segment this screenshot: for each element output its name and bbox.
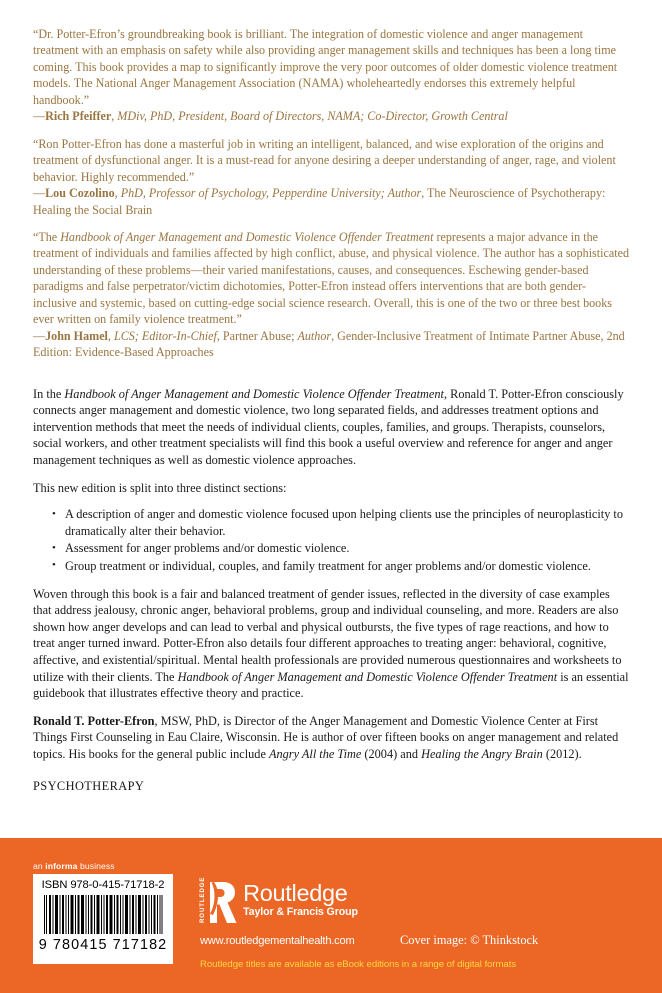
author-bio-text-b: (2004) and (361, 746, 422, 761)
blurb-description-divider (33, 372, 629, 386)
blurb-1-credentials: , MDiv, PhD, President, Board of Directors, NAMA; Co-Director, Growth Central (111, 109, 508, 124)
blurb-3-quote-post: represents a major advance in the treatment of individuals and families affected by high conflict, abuse, and physical violence. The author has a sophisticated understanding of these problems—their varied manifestations, causes, and consequences. Eschewing gender-based paradigms and false perpetrator/victim dichotomies, Potter-Efron instead offers interventions that are both gender-inclusive and systemic, based on cutting-edge social science research. Overall, this is one of the two or three best books ever written on family violence treatment.” (33, 229, 629, 327)
isbn-number-label: ISBN 978-0-415-71718-2 (41, 879, 165, 891)
informa-pre: an (33, 861, 46, 871)
informa-brand: informa (45, 861, 78, 871)
author-name: Ronald T. Potter-Efron (33, 713, 155, 728)
endorsement-blurb-2 (33, 136, 629, 218)
publisher-website-url[interactable]: www.routledgementalhealth.com (200, 935, 355, 947)
blurb-3-cred-a-italic: LCS; Editor-In-Chief (113, 328, 217, 343)
routledge-wordmark (243, 881, 358, 918)
blurb-2-dash: — (33, 186, 46, 201)
desc-p1-pre: In the (33, 386, 65, 401)
author-biography (33, 713, 629, 763)
sections-intro: This new edition is split into three distinct sections: (33, 480, 287, 495)
blurb-3-cred-a-plain: , (107, 328, 114, 343)
routledge-logo-row (199, 876, 358, 924)
blurb-2-quote: “Ron Potter-Efron has done a masterful job in writing an intelligent, balanced, and wise exploration of the origins and treatment of dysfunctional anger. It is a must-read for anyone desiring a deeper understanding of anger, rage, and violent behavior. Highly recommended.” (33, 136, 616, 184)
blurb-3-cred-b-plain: , Partner Abuse; (216, 328, 298, 343)
description-paragraph-1 (33, 386, 629, 469)
blurb-2-author-name: Lou Cozolino (45, 186, 115, 201)
description-paragraph-2 (33, 586, 629, 702)
desc-p2-book-title: Handbook of Anger Management and Domestic Violence Offender Treatment (177, 669, 558, 684)
desc-p1-book-title: Handbook of Anger Management and Domestic Violence Offender Treatment (64, 386, 444, 401)
routledge-vertical-wordmark: ROUTLEDGE (199, 876, 206, 923)
blurb-1-attribution (33, 108, 629, 124)
desc-p2-post: is an essential guidebook that illustrates effective theory and practice. (33, 669, 629, 701)
barcode-bars-icon (43, 895, 163, 934)
bullet-item-1: • A description of anger and domestic violence focused upon helping clients use the principles of neuroplasticity to dramatically alter their behavior. (52, 506, 629, 539)
author-book-1: Angry All the Time (268, 746, 362, 761)
subject-category: PSYCHOTHERAPY (33, 779, 145, 794)
endorsement-blurb-3 (33, 229, 629, 361)
cover-image-credit: Cover image: © Thinkstock (400, 933, 539, 947)
blurb-2-credentials-italic: , PhD, Professor of Psychology, Pepperdine University; Author (114, 186, 422, 201)
routledge-logo (199, 876, 358, 924)
blurb-2-attribution (33, 185, 629, 218)
informa-imprint-label (33, 861, 115, 871)
author-bio-text-a: , MSW, PhD, is Director of the Anger Management and Domestic Violence Center at First Things First Counseling in Eau Claire, Wisconsin. He is author of over fifteen books on anger management and related topics. His books for the general public include (33, 713, 619, 761)
taylor-francis-label: Taylor & Francis Group (243, 906, 358, 918)
blurb-3-attribution (33, 328, 629, 361)
blurb-3-book-title: Handbook of Anger Management and Domestic Violence Offender Treatment (60, 229, 434, 244)
blurb-1-quote: “Dr. Potter-Efron’s groundbreaking book is brilliant. The integration of domestic violence and anger management treatment with an emphasis on safety while also providing anger management skills and techniques has been a long time coming. This book provides a map to significantly improve the very poor outcomes of older domestic violence treatment models. The National Anger Management Association (NAMA) wholeheartedly endorses this extremely helpful handbook.” (33, 27, 618, 107)
publisher-footer-bar (0, 838, 662, 993)
bullet-item-3: • Group treatment or individual, couples, and family treatment for anger problems and/or domestic violence. (52, 558, 629, 575)
blurb-3-author-name: John Hamel (45, 328, 108, 343)
barcode-digits-label: 9 780415 717182 (38, 937, 168, 953)
routledge-name-label: Routledge (243, 880, 348, 906)
desc-p1-post: , Ronald T. Potter-Efron consciously connects anger management and domestic violence, two long separated fields, and addresses treatment options and intervention methods that meet the needs of individual clients, couples, families, and groups. Therapists, counselors, social workers, and other treatment specialists will find this book a useful overview and reference for anger and anger management techniques as well as domestic violence approaches. (33, 386, 624, 467)
routledge-r-monogram-icon (207, 881, 237, 924)
author-bio-text-c: (2012). (542, 746, 582, 761)
blurb-2-credentials-plain: , The Neuroscience of Psychotherapy: Healing the Social Brain (33, 186, 606, 217)
blurb-1-author-name: Rich Pfeiffer (45, 109, 112, 124)
author-book-2: Healing the Angry Brain (421, 746, 543, 761)
blurb-3-cred-b-italic: Author (297, 328, 332, 343)
blurb-3-dash: — (33, 328, 46, 343)
blurb-1-dash: — (33, 109, 46, 124)
blurb-3-cred-c-plain: , Gender-Inclusive Treatment of Intimate Partner Abuse, 2nd Edition: Evidence-Based Approaches (33, 328, 625, 360)
ebook-availability-note: Routledge titles are available as eBook editions in a range of digital formats (200, 959, 517, 970)
bullet-item-2: • Assessment for anger problems and/or domestic violence. (52, 540, 629, 557)
informa-post: business (77, 861, 115, 871)
desc-p2-pre: Woven through this book is a fair and balanced treatment of gender issues, reflected in the diversity of case examples that address jealousy, chronic anger, behavioral problems, group and individual counseling, and more. Readers are also shown how anger develops and can lead to verbal and physical outbursts, the five types of rage reactions, and how to treat anger turned inward. Potter-Efron also details four different approaches to treating anger: behavioral, cognitive, affective, and existential/spiritual. Mental health professionals are provided numerous questionnaires and worksheets to utilize with their clients. The (33, 586, 622, 684)
blurb-3-quote-pre: “The (33, 229, 61, 244)
isbn-barcode (33, 874, 173, 964)
endorsement-blurb-1 (33, 26, 629, 125)
sections-bullet-list (33, 506, 629, 574)
